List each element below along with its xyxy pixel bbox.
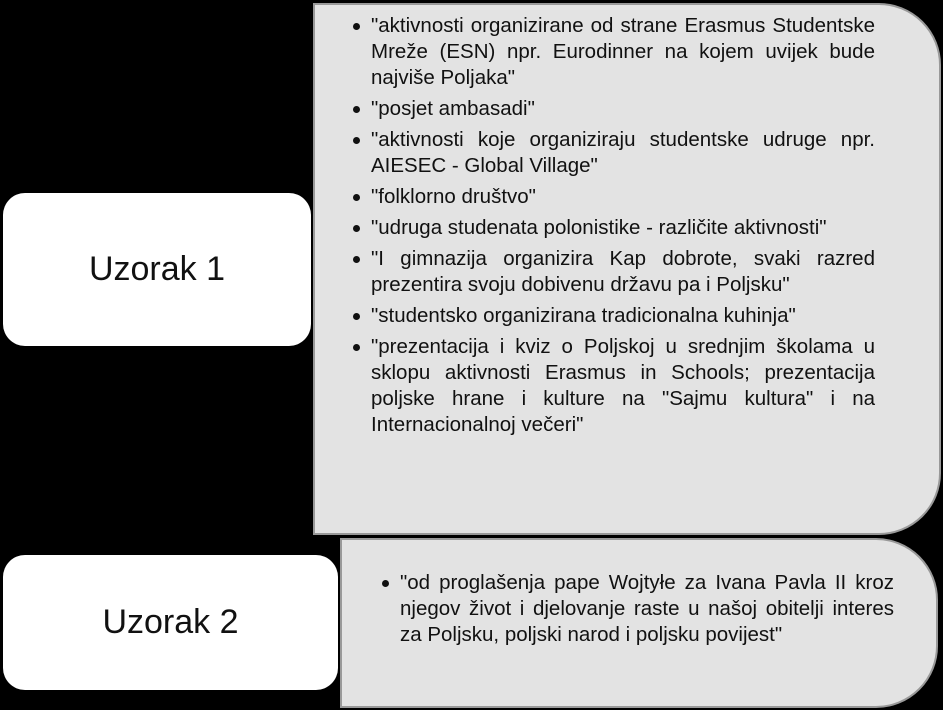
sample-2-bullet-list: [382, 570, 894, 653]
sample-2-content-box: [340, 538, 938, 708]
sample-1-label-box: [3, 193, 311, 346]
sample-2-label: Uzorak 2: [102, 603, 239, 641]
sample-1-bullet-list: [353, 13, 875, 443]
list-item: "folklorno društvo": [353, 184, 875, 210]
list-item: "aktivnosti koje organiziraju studentske udruge npr. AIESEC - Global Village": [353, 127, 875, 179]
sample-2-label-box: [3, 555, 338, 690]
list-item: "studentsko organizirana tradicionalna kuhinja": [353, 303, 875, 329]
list-item: "od proglašenja pape Wojtyłe za Ivana Pavla II kroz njegov život i djelovanje raste u našoj obitelji interes za Poljsku, poljski narod i poljsku povijest": [382, 570, 894, 648]
list-item: "I gimnazija organizira Kap dobrote, svaki razred prezentira svoju dobivenu državu pa i Poljsku": [353, 246, 875, 298]
sample-1-content-box: [313, 3, 941, 535]
sample-1-label: Uzorak 1: [88, 250, 226, 288]
list-item: "udruga studenata polonistike - različite aktivnosti": [353, 215, 875, 241]
list-item: "aktivnosti organizirane od strane Erasmus Studentske Mreže (ESN) npr. Eurodinner na kojem uvijek bude najviše Poljaka": [353, 13, 875, 91]
list-item: "prezentacija i kviz o Poljskoj u srednjim školama u sklopu aktivnosti Erasmus in Schools; prezentacija poljske hrane i kulture na "Sajmu kultura" i na Internacionalnoj večeri": [353, 334, 875, 438]
list-item: "posjet ambasadi": [353, 96, 875, 122]
